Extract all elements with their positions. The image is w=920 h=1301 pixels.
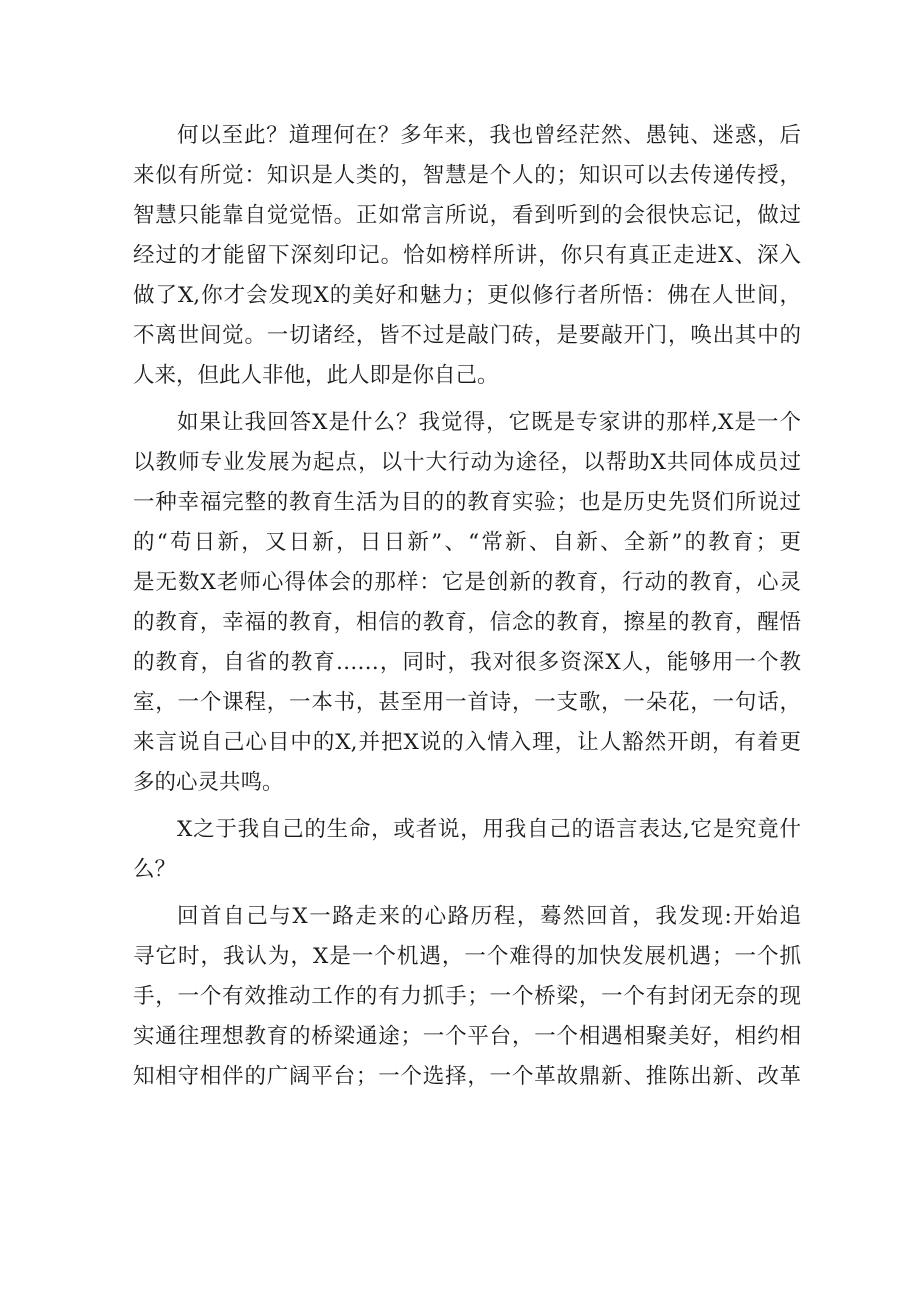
text-line: 一种幸福完整的教育生活为目的的教育实验；也是历史先贤们所说过 bbox=[133, 490, 801, 515]
text-line: 何以至此？道理何在？多年来，我也曾经茫然、愚钝、迷惑，后 bbox=[177, 123, 801, 148]
body-text bbox=[133, 116, 801, 1097]
text-line: 以教师专业发展为起点，以十大行动为途径，以帮助X共同体成员过 bbox=[133, 450, 801, 475]
text-line: 智慧只能靠自觉觉悟。正如常言所说，看到听到的会很快忘记，做过 bbox=[133, 203, 801, 228]
text-line: 是无数X老师心得体会的那样：它是创新的教育，行动的教育，心灵 bbox=[133, 570, 801, 595]
text-line: 不离世间觉。一切诸经，皆不过是敲门砖，是要敲开门，唤出其中的 bbox=[133, 323, 801, 348]
text-line: X之于我自己的生命，或者说，用我自己的语言表达,它是究竟什 bbox=[177, 817, 801, 842]
text-line: 来言说自己心目中的X,并把X说的入情入理，让人豁然开朗，有着更 bbox=[133, 730, 801, 755]
text-line: 回首自己与X一路走来的心路历程，蓦然回首，我发现:开始追 bbox=[177, 904, 801, 929]
text-line: 多的心灵共鸣。 bbox=[133, 770, 284, 795]
text-line: 的“苟日新，又日新，日日新”、“常新、自新、全新”的教育；更 bbox=[133, 530, 801, 555]
paragraph-4 bbox=[133, 897, 801, 1097]
text-line: 来似有所觉：知识是人类的，智慧是个人的；知识可以去传递传授， bbox=[133, 163, 801, 188]
text-line: 人来，但此人非他，此人即是你自己。 bbox=[133, 363, 499, 388]
text-line: 经过的才能留下深刻印记。恰如榜样所讲，你只有真正走进X、深入 bbox=[133, 243, 801, 268]
text-line: 的教育，幸福的教育，相信的教育，信念的教育，擦星的教育，醒悟 bbox=[133, 610, 801, 635]
text-line: 知相守相伴的广阔平台；一个选择，一个革故鼎新、推陈出新、改革 bbox=[133, 1064, 801, 1089]
text-line: 的教育，自省的教育……，同时，我对很多资深X人，能够用一个教 bbox=[133, 650, 801, 675]
paragraph-2 bbox=[133, 403, 801, 803]
text-line: 寻它时，我认为，X是一个机遇，一个难得的加快发展机遇；一个抓 bbox=[133, 944, 801, 969]
paragraph-1 bbox=[133, 116, 801, 396]
text-line: 么？ bbox=[133, 857, 177, 882]
text-line: 如果让我回答X是什么？我觉得，它既是专家讲的那样,X是一个 bbox=[177, 410, 801, 435]
text-line: 做了X,你才会发现X的美好和魅力；更似修行者所悟：佛在人世间， bbox=[133, 283, 801, 308]
paragraph-3 bbox=[133, 810, 801, 890]
text-line: 手，一个有效推动工作的有力抓手；一个桥梁，一个有封闭无奈的现 bbox=[133, 984, 801, 1009]
text-line: 室，一个课程，一本书，甚至用一首诗，一支歌，一朵花，一句话， bbox=[133, 690, 801, 715]
text-line: 实通往理想教育的桥梁通途；一个平台，一个相遇相聚美好，相约相 bbox=[133, 1024, 801, 1049]
